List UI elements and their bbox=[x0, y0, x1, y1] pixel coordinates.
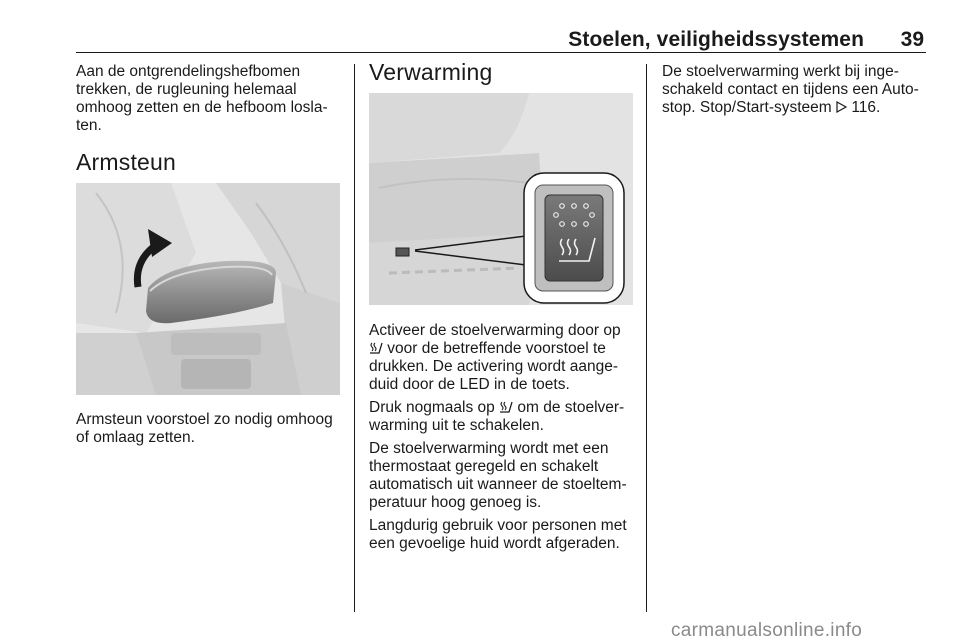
intro-paragraph: Aan de ontgrendelingshefbomen trekken, de rugleuning helemaal omhoog zetten en de hefboom losla-ten. bbox=[76, 63, 328, 134]
arrow-reference-icon bbox=[836, 101, 847, 113]
heating-paragraph-2: Druk nogmaals op om de stoelver-warming uit te schakelen. bbox=[369, 399, 625, 434]
page-header-title: Stoelen, veiligheidssystemen bbox=[568, 28, 864, 51]
page-number: 39 bbox=[900, 28, 924, 51]
page-reference-link[interactable]: 116 bbox=[851, 99, 877, 116]
armrest-illustration bbox=[76, 183, 340, 395]
watermark: carmanualsonline.info bbox=[671, 620, 863, 641]
column-2 bbox=[369, 59, 634, 553]
column-divider-1 bbox=[354, 64, 355, 612]
armrest-heading: Armsteun bbox=[76, 149, 177, 175]
heating-paragraph-3: De stoelverwarming wordt met een thermostaat geregeld en schakelt automatisch uit wanneer de stoeltem-peratuur hoog genoeg is. bbox=[369, 440, 627, 511]
seat-heating-icon bbox=[369, 341, 383, 355]
heating-paragraph-1: Activeer de stoelverwarming door op voor de betreffende voorstoel te drukken. De activering wordt aange-duid door de LED in de toets. bbox=[369, 322, 621, 393]
autostop-paragraph: De stoelverwarming werkt bij inge-schakeld contact en tijdens een Auto-stop. Stop/Start-systeem 116. bbox=[662, 63, 919, 116]
column-1 bbox=[76, 63, 342, 447]
header-divider bbox=[76, 52, 926, 53]
heating-heading: Verwarming bbox=[369, 59, 493, 85]
seat-heating-icon bbox=[499, 400, 513, 414]
seat-heating-illustration bbox=[369, 93, 633, 305]
column-3 bbox=[662, 63, 926, 117]
column-divider-2 bbox=[646, 64, 647, 612]
armrest-caption: Armsteun voorstoel zo nodig omhoog of omlaag zetten. bbox=[76, 411, 333, 446]
heating-paragraph-4: Langdurig gebruik voor personen met een gevoelige huid wordt afgeraden. bbox=[369, 517, 627, 552]
